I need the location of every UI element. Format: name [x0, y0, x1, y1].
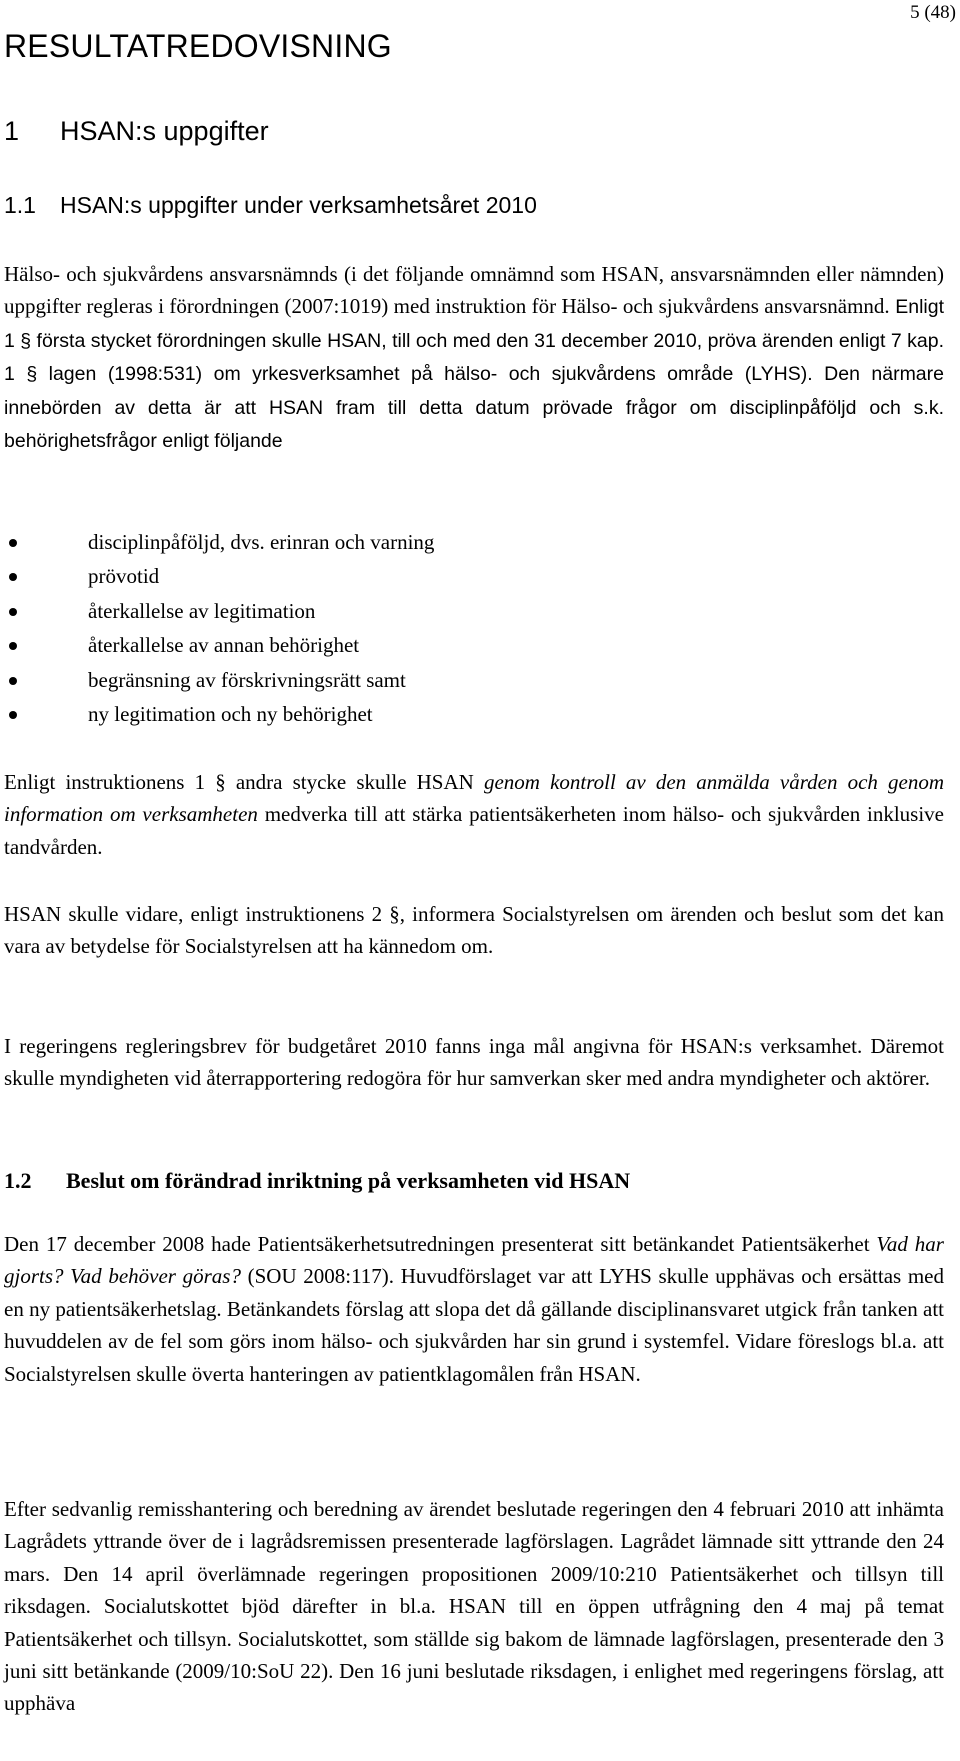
- section-heading-1: [4, 116, 269, 147]
- list-item: disciplinpåföljd, dvs. erinran och varning: [4, 525, 434, 559]
- paragraph-legislation: Efter sedvanlig remisshantering och beredning av ärendet beslutade regeringen den 4 februari 2010 att inhämta Lagrådets yttrande över de i lagrådsremissen presenterade lagförslagen. Lagrådet lämnade sitt yttrande den 24 mars. Den 14 april överlämnade regeringen propositionen 2009/10:210 Patientsäkerhet och tillsyn till riksdagen. Socialutskottet bjöd därefter in bl.a. HSAN till en öppen utfrågning den 4 maj på temat Patientsäkerhet och tillsyn. Socialutskottet, som ställde sig bakom de lämnade lagförslagen, presenterade den 3 juni sitt betänkande (2009/10:SoU 22). Den 16 juni beslutade riksdagen, i enlighet med regeringens förslag, att upphäva: [4, 1497, 944, 1716]
- paragraph-regulation-letter: I regeringens regleringsbrev för budgetåret 2010 fanns inga mål angivna för HSAN:s verksamhet. Däremot skulle myndigheten vid återrapportering redogöra för hur samverkan sker med andra myndigheter och aktörer.: [4, 1034, 944, 1091]
- section-number: 1.1: [4, 192, 36, 218]
- list-item: återkallelse av annan behörighet: [4, 628, 434, 662]
- paragraph-instruction: [4, 258, 944, 457]
- section-heading-1-1: [4, 192, 537, 219]
- paragraph-text: Den 17 december 2008 hade Patientsäkerhetsutredningen presenterat sitt betänkandet Patientsäkerhet: [4, 1232, 877, 1256]
- paragraph-emphasis: Vad har gjorts? Vad behöver göras?: [4, 1232, 944, 1289]
- list-item: återkallelse av legitimation: [4, 594, 434, 628]
- page-number: 5 (48): [910, 2, 956, 23]
- section-title: HSAN:s uppgifter: [60, 116, 269, 146]
- list-item: prövotid: [4, 559, 434, 593]
- paragraph-text: (SOU 2008:117). Huvudförslaget var att LYHS skulle upphävas och ersättas med en ny patientsäkerhetslag. Betänkandets förslag att slopa det då gällande disciplinansvaret utgick från tanken att huvuddelen av de fel som görs inom hälso- och sjukvården har sin grund i systemfel. Vidare föreslogs bl.a. att Socialstyrelsen skulle överta hanteringen av patientklagomålen från HSAN.: [4, 1264, 944, 1386]
- page-title: RESULTATREDOVISNING: [4, 28, 392, 64]
- paragraph-text: Enligt instruktionens 1 § andra stycke skulle HSAN: [4, 770, 484, 794]
- paragraph-text: medverka till att stärka patientsäkerheten inom hälso- och sjukvården inklusive tandvården.: [4, 802, 944, 859]
- section-title: HSAN:s uppgifter under verksamhetsåret 2010: [60, 192, 537, 218]
- paragraph-inquiry: [4, 1228, 944, 1390]
- section-heading-1-2: [4, 1168, 630, 1194]
- paragraph-inform: HSAN skulle vidare, enligt instruktionens 2 §, informera Socialstyrelsen om ärenden och beslut som det kan vara av betydelse för Socialstyrelsen att ha kännedom om.: [4, 902, 944, 959]
- section-number: 1: [4, 116, 20, 146]
- paragraph-emphasis: genom kontroll av den anmälda vården och genom information om verksamheten: [4, 770, 945, 827]
- section-number: 1.2: [4, 1168, 32, 1193]
- list-item: begränsning av förskrivningsrätt samt: [4, 663, 434, 697]
- paragraph-text: Hälso- och sjukvårdens ansvarsnämnds (i det följande omnämnd som HSAN, ansvarsnämnden eller nämnden) uppgifter regleras i förordningen (2007:1019) med instruktion för Hälso- och sjukvårdens ansvarsnämnd.: [4, 262, 944, 319]
- bullet-list: [4, 525, 434, 731]
- list-item: ny legitimation och ny behörighet: [4, 697, 434, 731]
- section-title: Beslut om förändrad inriktning på verksamheten vid HSAN: [66, 1168, 631, 1193]
- paragraph-text: Enligt 1 § första stycket förordningen skulle HSAN, till och med den 31 december 2010, pröva ärenden enligt 7 kap. 1 § lagen (1998:531) om yrkesverksamhet på hälso- och sjukvårdens område (LYHS). Den närmare innebörden av detta är att HSAN fram till detta datum prövade frågor om disciplinpåföljd och s.k. behörighetsfrågor enligt följande: [4, 296, 944, 453]
- paragraph-patient-safety: [4, 766, 944, 863]
